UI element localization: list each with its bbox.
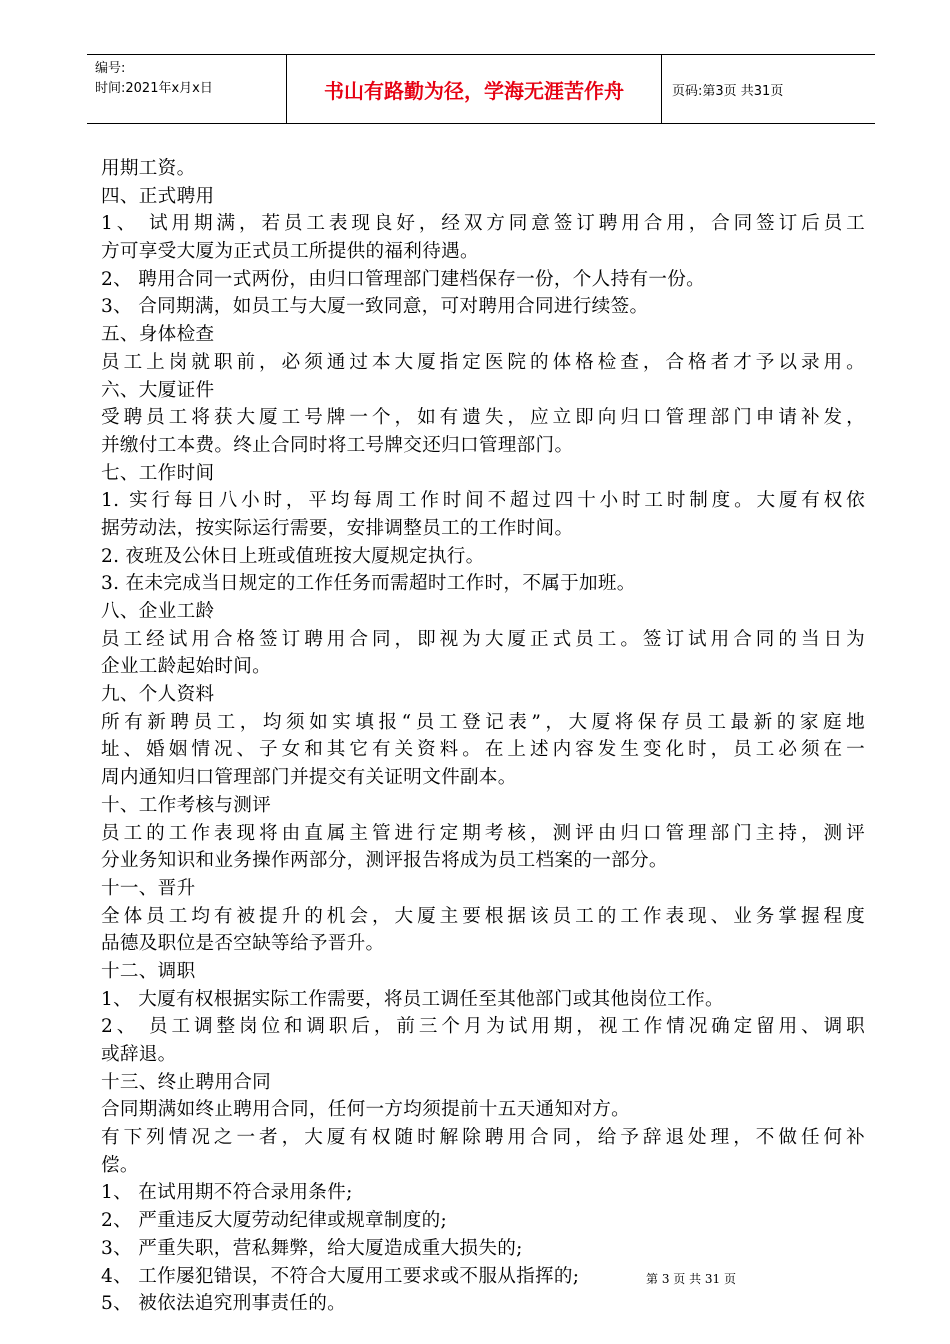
body-line: 员工经试用合格签订聘用合同，即视为大厦正式员工。签订试用合同的当日为: [101, 628, 865, 650]
page-header: [87, 54, 875, 124]
body-line: 周内通知归口管理部门并提交有关证明文件副本。: [101, 767, 517, 789]
body-line: 七、工作时间: [101, 462, 215, 484]
body-line: 用期工资。: [101, 158, 196, 179]
body-line: 八、企业工龄: [101, 601, 215, 622]
body-line: 有下列情况之一者，大厦有权随时解除聘用合同，给予辞退处理，不做任何补: [101, 1127, 865, 1149]
body-line: 合同期满如终止聘用合同，任何一方均须提前十五天通知对方。: [101, 1099, 631, 1121]
body-line: 3. 在未完成当日规定的工作任务而需超时工作时，不属于加班。: [101, 573, 636, 595]
header-motto: 书山有路勤为径，学海无涯苦作舟: [286, 55, 662, 123]
body-line: 分业务知识和业务操作两部分，测评报告将成为员工档案的一部分。: [101, 850, 668, 872]
body-line: 四、正式聘用: [101, 185, 215, 207]
body-line: 企业工龄起始时间。: [101, 656, 272, 678]
body-line: 五、身体检查: [101, 324, 215, 346]
body-line: 3、 合同期满，如员工与大厦一致同意，可对聘用合同进行续签。: [101, 296, 649, 318]
body-line: 1、 大厦有权根据实际工作需要，将员工调任至其他部门或其他岗位工作。: [101, 988, 724, 1010]
body-line: 据劳动法，按实际运行需要，安排调整员工的工作时间。: [101, 517, 574, 539]
body-line: 偿。: [101, 1154, 139, 1176]
body-line: 十一、晋升: [101, 877, 196, 899]
body-line: 1、 在试用期不符合录用条件;: [101, 1182, 353, 1204]
body-line: 全体员工均有被提升的机会，大厦主要根据该员工的工作表现、业务掌握程度: [101, 905, 865, 927]
body-line: 品德及职位是否空缺等给予晋升。: [101, 933, 385, 955]
body-line: 六、大厦证件: [101, 379, 215, 401]
body-line: 2、 严重违反大厦劳动纪律或规章制度的;: [101, 1210, 448, 1232]
body-line: 5、 被依法追究刑事责任的。: [101, 1293, 347, 1315]
body-line: 十、工作考核与测评: [101, 794, 272, 816]
body-line: 并缴付工本费。终止合同时将工号牌交还归口管理部门。: [101, 434, 574, 456]
body-line: 址、婚姻情况、子女和其它有关资料。在上述内容发生变化时，员工必须在一: [101, 739, 865, 761]
body-line: 员工的工作表现将由直属主管进行定期考核，测评由归口管理部门主持，测评: [101, 822, 865, 844]
body-line: 2、 员工调整岗位和调职后，前三个月为试用期，视工作情况确定留用、调职: [101, 1016, 865, 1038]
body-line: 九、个人资料: [101, 684, 215, 706]
body-line: 1、 试用期满，若员工表现良好，经双方同意签订聘用合用，合同签订后员工: [101, 213, 865, 235]
body-line: 3、 严重失职，营私舞弊，给大厦造成重大损失的;: [101, 1237, 523, 1259]
body-line: 或辞退。: [101, 1044, 177, 1065]
header-meta: [87, 55, 286, 123]
body-line: 方可享受大厦为正式员工所提供的福利待遇。: [101, 241, 479, 263]
document-time-label: 时间:2021年x月x日: [95, 81, 213, 96]
body-line: 所有新聘员工，均须如实填报“员工登记表”，大厦将保存员工最新的家庭地: [101, 711, 865, 733]
body-line: 2、 聘用合同一式两份，由归口管理部门建档保存一份，个人持有一份。: [101, 268, 706, 290]
document-body: [101, 155, 865, 1318]
body-line: 十三、终止聘用合同: [101, 1071, 272, 1093]
body-line: 2. 夜班及公休日上班或值班按大厦规定执行。: [101, 545, 485, 567]
body-line: 1. 实行每日八小时，平均每周工作时间不超过四十小时工时制度。大厦有权依: [101, 490, 865, 512]
body-line: 4、 工作屡犯错误，不符合大厦用工要求或不服从指挥的;: [101, 1265, 580, 1287]
document-number-label: 编号:: [95, 61, 126, 76]
page-footer: 第 3 页 共 31 页: [646, 1272, 736, 1286]
header-page-label: 页码:第3页 共31页: [672, 83, 784, 99]
body-line: 受聘员工将获大厦工号牌一个，如有遗失，应立即向归口管理部门申请补发，: [101, 407, 865, 429]
body-line: 十二、调职: [101, 960, 196, 982]
body-line: 员工上岗就职前，必须通过本大厦指定医院的体格检查，合格者才予以录用。: [101, 351, 865, 373]
